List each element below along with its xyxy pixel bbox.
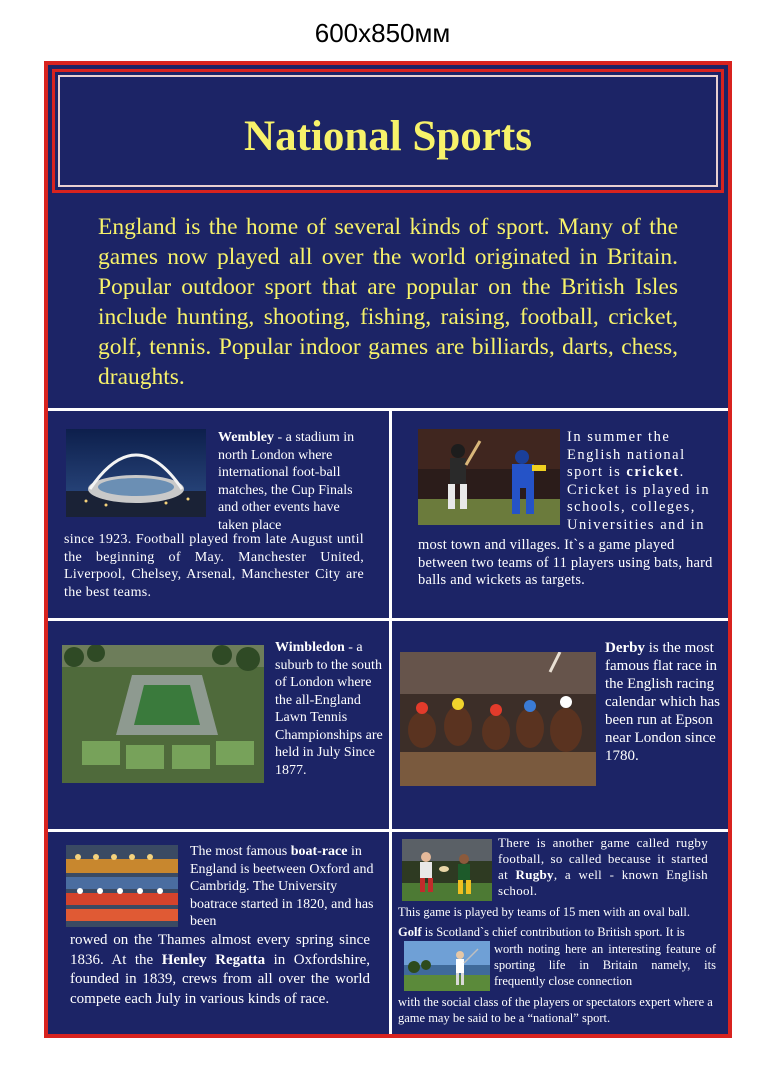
- rugby-name: Rugby: [515, 867, 554, 882]
- cricket-description: . Cricket is played in schools, colleges, Universities and in: [567, 464, 711, 533]
- cricket-name: cricket: [626, 464, 680, 480]
- cricket-text: [567, 429, 713, 534]
- boat-race-intro: The most famous: [190, 844, 291, 859]
- golf-name: Golf: [398, 925, 422, 939]
- derby-photo: [400, 652, 596, 786]
- rugby-description: , a well - known English school.: [498, 867, 708, 898]
- wimbledon-photo: [62, 645, 264, 783]
- derby-text: [605, 639, 725, 765]
- grid-divider-3: [48, 829, 728, 832]
- wembley-name: Wembley: [218, 430, 274, 445]
- grid-divider-1: [48, 408, 728, 411]
- wimbledon-description: - a suburb to the south of London where the all-England Lawn Tennis Championships are held in July Since 1877.: [275, 640, 383, 778]
- henley-intro: rowed on the Thames almost every spring since 1836. At the: [70, 932, 370, 968]
- derby-name: Derby: [605, 640, 645, 656]
- grid-divider-2: [48, 618, 728, 621]
- rugby-text: [498, 835, 708, 899]
- wembley-description: - a stadium in north London where international foot-ball matches, the Cup Finals and other events have taken place: [218, 430, 355, 533]
- size-label: 600x850мм: [314, 18, 451, 48]
- rugby-intro: There is another game called rugby football, so called because it started at: [498, 835, 708, 882]
- cricket-intro: In summer the English national sport is: [567, 429, 686, 480]
- boat-race-continuation: [70, 931, 370, 1009]
- wembley-continuation: since 1923. Football played from late August until the beginning of May. Manchester United, Liverpool, Chelsey, Arsenal, Manchester City are the best teams.: [64, 532, 364, 600]
- henley-regatta-name: Henley Regatta: [161, 951, 266, 968]
- golf-description: is Scotland`s chief contribution to British sport. It is: [421, 925, 685, 939]
- wembley-text: [218, 429, 368, 534]
- boat-race-description: in England is beetween Oxford and Cambridg. The University boatrace started in 1820, and has been: [190, 844, 374, 929]
- poster-title: National Sports: [244, 113, 532, 160]
- golf-photo: [404, 941, 490, 991]
- cricket-photo: [418, 429, 560, 525]
- derby-description: is the most famous flat race in the English racing calendar which has been run at Epson near London since 1780.: [605, 640, 720, 764]
- wimbledon-text: [275, 639, 383, 779]
- grid-divider-vertical: [389, 408, 392, 1034]
- golf-text: [398, 924, 728, 940]
- rugby-continuation: This game is played by teams of 15 men with an oval ball.: [398, 905, 690, 919]
- boat-race-text: [190, 843, 374, 931]
- wembley-photo: [66, 429, 206, 517]
- poster: [44, 61, 732, 1038]
- golf-side-text: worth noting here an interesting feature of sporting life in Britain namely, its frequently close connection: [494, 942, 716, 988]
- boat-race-photo: [66, 845, 178, 927]
- golf-continuation: with the social class of the players or spectators expert where a game may be said to be a “national” sport.: [398, 995, 713, 1025]
- cricket-continuation: most town and villages. It`s a game played between two teams of 11 players using bats, hard balls and wickets as targets.: [418, 537, 713, 588]
- henley-description: in Oxfordshire, founded in 1839, crews from all over the world compete each July in various kinds of race.: [70, 951, 370, 1007]
- intro-paragraph: England is the home of several kinds of sport. Many of the games now played all over the world originated in Britain. Popular outdoor sport that are popular on the British Isles include hunting, shooting, fishing, raising, football, cricket, golf, tennis. Popular indoor games are billiards, darts, chess, draughts.: [98, 214, 678, 390]
- title-box: [52, 69, 724, 193]
- boat-race-name: boat-race: [290, 844, 348, 859]
- wimbledon-name: Wimbledon: [275, 640, 345, 655]
- rugby-photo: [402, 839, 492, 901]
